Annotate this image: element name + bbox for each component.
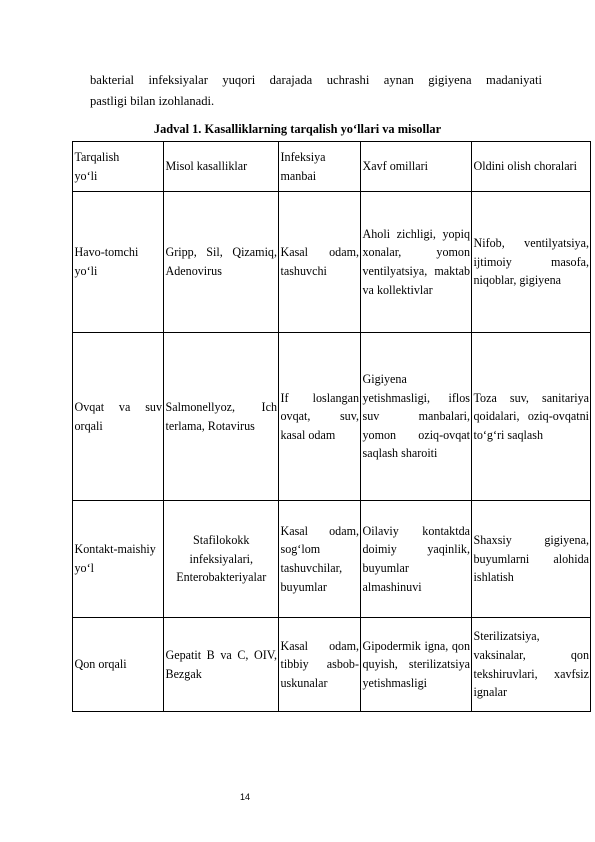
table-row: [73, 192, 591, 333]
header-cell: Misol kasalliklar: [164, 142, 279, 192]
header-cell: Tarqalish yo‘li: [73, 142, 164, 192]
table-cell: Kasal odam, tibbiy asbob-uskunalar: [279, 618, 361, 712]
table-cell: Gipodermik igna, qon quyish, sterilizatsiya yetishmasligi: [361, 618, 472, 712]
table-cell: Havo-tomchi yo‘li: [73, 192, 164, 333]
table-cell: Aholi zichligi, yopiq xonalar, yomon ventilyatsiya, maktab va kollektivlar: [361, 192, 472, 333]
table-cell: Salmonellyoz, Ich terlama, Rotavirus: [164, 333, 279, 501]
intro-line-1: bakterial infeksiyalar yuqori darajada uchrashi aynan gigiyena madaniyati: [90, 73, 542, 87]
table-cell: Toza suv, sanitariya qoidalari, oziq-ovqatni to‘g‘ri saqlash: [472, 333, 591, 501]
table-caption: Jadval 1. Kasalliklarning tarqalish yo‘llari va misollar: [153, 122, 442, 136]
table-cell: Stafilokokk infeksiyalari, Enterobakteriyalar: [164, 501, 279, 618]
table-cell: If loslangan ovqat, suv, kasal odam: [279, 333, 361, 501]
table-row: [73, 333, 591, 501]
intro-line-2: pastligi bilan izohlanadi.: [90, 94, 215, 108]
table-cell: Shaxsiy gigiyena, buyumlarni alohida ishlatish: [472, 501, 591, 618]
intro-paragraph: [90, 70, 542, 112]
table-cell: Nifob, ventilyatsiya, ijtimoiy masofa, niqoblar, gigiyena: [472, 192, 591, 333]
header-cell: Infeksiya manbai: [279, 142, 361, 192]
transmission-routes-table: [72, 141, 591, 712]
table-cell: Gepatit B va C, OIV, Bezgak: [164, 618, 279, 712]
table-row: [73, 501, 591, 618]
header-cell: Xavf omillari: [361, 142, 472, 192]
page-number: 14: [240, 792, 251, 802]
table-row: [73, 618, 591, 712]
table-header-row: [73, 142, 591, 192]
table-cell: Gripp, Sil, Qizamiq, Adenovirus: [164, 192, 279, 333]
table-cell: Qon orqali: [73, 618, 164, 712]
table-cell: Ovqat va suv orqali: [73, 333, 164, 501]
table-cell: Oilaviy kontaktda doimiy yaqinlik, buyumlar almashinuvi: [361, 501, 472, 618]
table-cell: Sterilizatsiya, vaksinalar, qon tekshiruvlari, xavfsiz ignalar: [472, 618, 591, 712]
table-cell: Gigiyena yetishmasligi, iflos suv manbalari, yomon oziq-ovqat saqlash sharoiti: [361, 333, 472, 501]
table-cell: Kasal odam, tashuvchi: [279, 192, 361, 333]
header-cell: Oldini olish choralari: [472, 142, 591, 192]
table-cell: Kontakt-maishiy yo‘l: [73, 501, 164, 618]
table-cell: Kasal odam, sog‘lom tashuvchilar, buyumlar: [279, 501, 361, 618]
